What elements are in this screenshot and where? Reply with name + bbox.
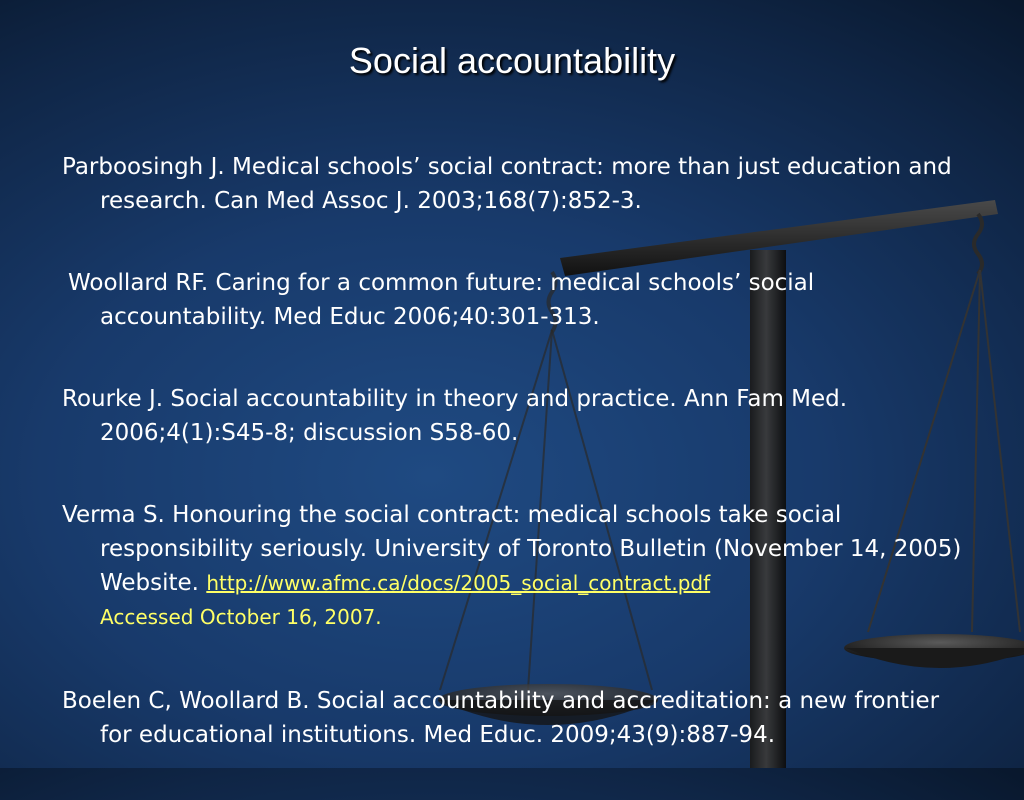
reference-text: Rourke J. Social accountability in theory and practice. Ann Fam Med. 2006;4(1):S45-8; discussion S58-60. <box>62 386 848 446</box>
reference-link[interactable]: http://www.afmc.ca/docs/2005_social_contract.pdf <box>206 571 711 595</box>
reference-item <box>62 684 962 752</box>
reference-text: Parboosingh J. Medical schools’ social contract: more than just education and research. Can Med Assoc J. 2003;168(7):852-3. <box>62 154 952 214</box>
reference-text: Woollard RF. Caring for a common future: medical schools’ social accountability. Med Educ 2006;40:301-313. <box>68 270 815 330</box>
accessed-date: Accessed October 16, 2007. <box>100 605 382 629</box>
slide-title: Social accountability <box>348 40 676 81</box>
reference-text: Boelen C, Woollard B. Social accountability and accreditation: a new frontier for educational institutions. Med Educ. 2009;43(9):887-94. <box>62 688 940 748</box>
reference-item <box>62 266 962 334</box>
reference-item <box>62 150 962 218</box>
reference-list <box>62 150 962 800</box>
reference-item <box>62 382 962 450</box>
reference-text: Verma S. Honouring the social contract: medical schools take social responsibility seriously. University of Toronto Bulletin (November 14, 2005) Website. <box>62 502 962 596</box>
reference-item <box>62 498 962 634</box>
